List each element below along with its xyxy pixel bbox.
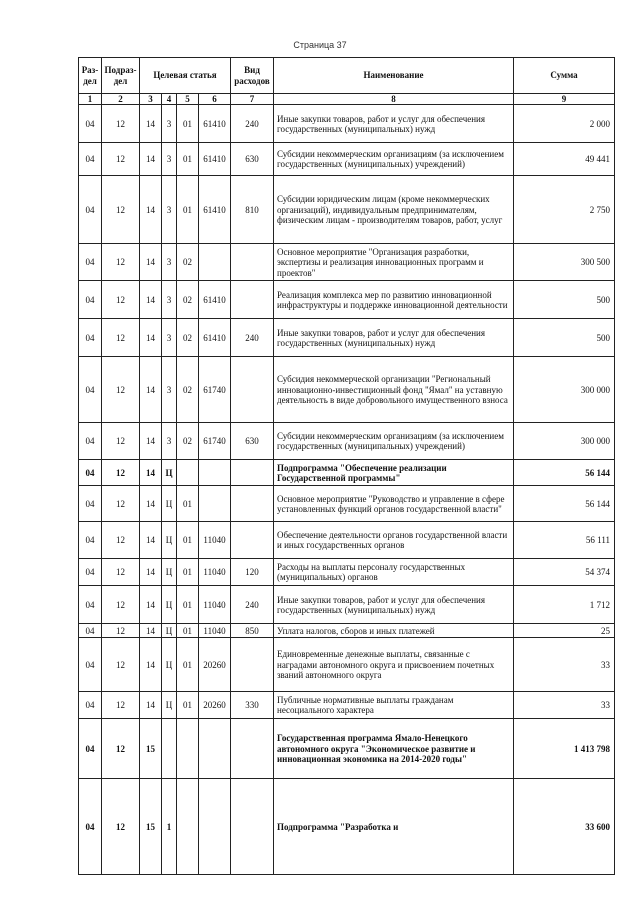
column-number: 1 [79, 94, 102, 105]
cell-podrazdel: 12 [102, 105, 140, 143]
cell-cs1: 14 [140, 460, 162, 486]
table-row [79, 638, 615, 692]
cell-cs4: 61410 [199, 176, 231, 244]
cell-cs2: Ц [162, 624, 177, 638]
cell-summa: 33 600 [514, 779, 615, 875]
cell-cs2: 3 [162, 281, 177, 319]
cell-razdel: 04 [79, 522, 102, 559]
cell-cs4: 61410 [199, 281, 231, 319]
table-row [79, 176, 615, 244]
cell-summa: 54 374 [514, 559, 615, 586]
table-row [79, 244, 615, 281]
cell-cs4: 61410 [199, 319, 231, 357]
cell-vid [231, 357, 274, 423]
cell-cs2: Ц [162, 460, 177, 486]
cell-summa: 25 [514, 624, 615, 638]
cell-cs3: 01 [177, 586, 199, 624]
cell-cs4: 11040 [199, 559, 231, 586]
cell-vid [231, 719, 274, 779]
cell-cs2: Ц [162, 586, 177, 624]
cell-vid [231, 779, 274, 875]
cell-cs4: 11040 [199, 586, 231, 624]
header-summa: Сумма [514, 58, 615, 94]
cell-cs1: 14 [140, 638, 162, 692]
cell-summa: 300 500 [514, 244, 615, 281]
cell-podrazdel: 12 [102, 522, 140, 559]
cell-cs3: 01 [177, 486, 199, 522]
cell-cs1: 14 [140, 357, 162, 423]
cell-cs1: 14 [140, 244, 162, 281]
cell-naimenovanie: Субсидия некоммерческой организации "Региональный инновационно-инвестиционный фонд "Ямал" на уставную деятельность в виде добровольного имущественного взноса [274, 357, 514, 423]
page-number: Страница 37 [293, 40, 347, 50]
cell-cs3: 01 [177, 624, 199, 638]
table-row [79, 779, 615, 875]
header-razdel: Раз-дел [79, 58, 102, 94]
column-number: 6 [199, 94, 231, 105]
cell-naimenovanie: Основное мероприятие "Организация разработки, экспертизы и реализация инновационных программ и проектов" [274, 244, 514, 281]
column-number: 4 [162, 94, 177, 105]
cell-podrazdel: 12 [102, 719, 140, 779]
cell-cs1: 14 [140, 624, 162, 638]
cell-cs3: 01 [177, 143, 199, 176]
header-naimenovanie: Наименование [274, 58, 514, 94]
cell-cs4 [199, 486, 231, 522]
table-row [79, 143, 615, 176]
cell-cs2: 3 [162, 423, 177, 460]
cell-razdel: 04 [79, 244, 102, 281]
cell-razdel: 04 [79, 779, 102, 875]
cell-razdel: 04 [79, 692, 102, 719]
table-body [79, 105, 615, 875]
cell-naimenovanie: Единовременные денежные выплаты, связанные с наградами автономного округа и присвоением почетных званий автономного округа [274, 638, 514, 692]
cell-cs2: Ц [162, 692, 177, 719]
cell-razdel: 04 [79, 486, 102, 522]
cell-cs1: 14 [140, 105, 162, 143]
table-row [79, 357, 615, 423]
cell-razdel: 04 [79, 357, 102, 423]
table-row [79, 624, 615, 638]
cell-naimenovanie: Субсидии юридическим лицам (кроме некоммерческих организаций), индивидуальным предпринимателям, физическим лицам - производителям товаров, работ, услуг [274, 176, 514, 244]
cell-naimenovanie: Публичные нормативные выплаты гражданам несоциального характера [274, 692, 514, 719]
cell-cs4: 61740 [199, 423, 231, 460]
cell-cs4 [199, 460, 231, 486]
cell-podrazdel: 12 [102, 357, 140, 423]
cell-cs2: 1 [162, 779, 177, 875]
cell-razdel: 04 [79, 143, 102, 176]
cell-cs3: 02 [177, 357, 199, 423]
cell-razdel: 04 [79, 423, 102, 460]
cell-cs3: 01 [177, 522, 199, 559]
cell-naimenovanie: Основное мероприятие "Руководство и управление в сфере установленных функций органов государственной власти" [274, 486, 514, 522]
column-number-row [79, 94, 615, 105]
cell-cs3 [177, 719, 199, 779]
cell-cs3 [177, 460, 199, 486]
cell-cs4: 61410 [199, 105, 231, 143]
cell-naimenovanie: Уплата налогов, сборов и иных платежей [274, 624, 514, 638]
cell-podrazdel: 12 [102, 586, 140, 624]
cell-summa: 500 [514, 319, 615, 357]
cell-podrazdel: 12 [102, 486, 140, 522]
table-row [79, 719, 615, 779]
cell-cs3 [177, 779, 199, 875]
column-number: 5 [177, 94, 199, 105]
cell-cs3: 02 [177, 244, 199, 281]
cell-summa: 33 [514, 638, 615, 692]
cell-podrazdel: 12 [102, 244, 140, 281]
cell-cs1: 14 [140, 319, 162, 357]
column-number: 3 [140, 94, 162, 105]
cell-summa: 1 413 798 [514, 719, 615, 779]
cell-naimenovanie: Обеспечение деятельности органов государственной власти и иных государственных органов [274, 522, 514, 559]
cell-cs2 [162, 719, 177, 779]
table-row [79, 586, 615, 624]
cell-cs4: 11040 [199, 624, 231, 638]
cell-summa: 33 [514, 692, 615, 719]
cell-cs2: 3 [162, 105, 177, 143]
cell-vid: 630 [231, 423, 274, 460]
cell-cs3: 01 [177, 692, 199, 719]
cell-naimenovanie: Реализация комплекса мер по развитию инновационной инфраструктуры и поддержке инновационной деятельности [274, 281, 514, 319]
cell-cs3: 01 [177, 638, 199, 692]
cell-summa: 500 [514, 281, 615, 319]
cell-vid [231, 486, 274, 522]
cell-summa: 56 144 [514, 486, 615, 522]
cell-cs2: Ц [162, 559, 177, 586]
cell-cs4: 61740 [199, 357, 231, 423]
cell-summa: 49 441 [514, 143, 615, 176]
cell-summa: 300 000 [514, 423, 615, 460]
cell-razdel: 04 [79, 638, 102, 692]
cell-vid: 330 [231, 692, 274, 719]
cell-cs3: 01 [177, 176, 199, 244]
cell-razdel: 04 [79, 559, 102, 586]
cell-vid [231, 281, 274, 319]
cell-cs2: 3 [162, 244, 177, 281]
cell-cs2: Ц [162, 522, 177, 559]
column-number: 8 [274, 94, 514, 105]
table-row [79, 559, 615, 586]
table-row [79, 692, 615, 719]
cell-cs4: 20260 [199, 692, 231, 719]
cell-cs1: 14 [140, 692, 162, 719]
table-row [79, 522, 615, 559]
cell-naimenovanie: Иные закупки товаров, работ и услуг для обеспечения государственных (муниципальных) нужд [274, 105, 514, 143]
cell-podrazdel: 12 [102, 281, 140, 319]
cell-cs1: 14 [140, 423, 162, 460]
cell-cs1: 14 [140, 176, 162, 244]
cell-podrazdel: 12 [102, 692, 140, 719]
cell-podrazdel: 12 [102, 624, 140, 638]
cell-cs3: 01 [177, 559, 199, 586]
cell-cs2: Ц [162, 638, 177, 692]
cell-cs1: 14 [140, 486, 162, 522]
cell-naimenovanie: Иные закупки товаров, работ и услуг для обеспечения государственных (муниципальных) нужд [274, 586, 514, 624]
header-celevaya-statya: Целевая статья [140, 58, 231, 94]
cell-razdel: 04 [79, 460, 102, 486]
cell-razdel: 04 [79, 281, 102, 319]
cell-naimenovanie: Субсидии некоммерческим организациям (за исключением государственных (муниципальных) учреждений) [274, 423, 514, 460]
cell-cs4: 11040 [199, 522, 231, 559]
cell-summa: 56 144 [514, 460, 615, 486]
cell-cs3: 02 [177, 281, 199, 319]
cell-cs3: 02 [177, 319, 199, 357]
table-row [79, 319, 615, 357]
cell-naimenovanie: Расходы на выплаты персоналу государственных (муниципальных) органов [274, 559, 514, 586]
cell-cs4 [199, 244, 231, 281]
cell-vid [231, 522, 274, 559]
cell-cs1: 15 [140, 779, 162, 875]
cell-razdel: 04 [79, 719, 102, 779]
cell-vid: 120 [231, 559, 274, 586]
cell-razdel: 04 [79, 586, 102, 624]
cell-podrazdel: 12 [102, 638, 140, 692]
cell-vid: 810 [231, 176, 274, 244]
cell-vid [231, 244, 274, 281]
cell-summa: 2 750 [514, 176, 615, 244]
cell-cs2: Ц [162, 486, 177, 522]
cell-cs2: 3 [162, 143, 177, 176]
cell-vid: 850 [231, 624, 274, 638]
cell-naimenovanie: Иные закупки товаров, работ и услуг для обеспечения государственных (муниципальных) нужд [274, 319, 514, 357]
cell-cs4: 61410 [199, 143, 231, 176]
cell-razdel: 04 [79, 176, 102, 244]
cell-cs1: 15 [140, 719, 162, 779]
table-row [79, 281, 615, 319]
cell-cs4 [199, 779, 231, 875]
cell-podrazdel: 12 [102, 319, 140, 357]
cell-cs2: 3 [162, 319, 177, 357]
cell-podrazdel: 12 [102, 779, 140, 875]
table-row [79, 460, 615, 486]
cell-cs1: 14 [140, 559, 162, 586]
budget-table [78, 57, 615, 875]
cell-razdel: 04 [79, 105, 102, 143]
cell-naimenovanie: Субсидии некоммерческим организациям (за исключением государственных (муниципальных) учреждений) [274, 143, 514, 176]
cell-podrazdel: 12 [102, 559, 140, 586]
cell-cs1: 14 [140, 143, 162, 176]
cell-cs1: 14 [140, 586, 162, 624]
table-row [79, 423, 615, 460]
column-number: 9 [514, 94, 615, 105]
cell-cs1: 14 [140, 281, 162, 319]
cell-vid: 240 [231, 586, 274, 624]
cell-podrazdel: 12 [102, 460, 140, 486]
cell-podrazdel: 12 [102, 143, 140, 176]
header-podrazdel: Подраз-дел [102, 58, 140, 94]
cell-vid [231, 638, 274, 692]
cell-cs4: 20260 [199, 638, 231, 692]
cell-vid [231, 460, 274, 486]
cell-podrazdel: 12 [102, 423, 140, 460]
cell-vid: 240 [231, 105, 274, 143]
cell-summa: 56 111 [514, 522, 615, 559]
column-number: 2 [102, 94, 140, 105]
cell-summa: 1 712 [514, 586, 615, 624]
cell-cs1: 14 [140, 522, 162, 559]
cell-vid: 240 [231, 319, 274, 357]
column-number: 7 [231, 94, 274, 105]
cell-naimenovanie: Государственная программа Ямало-Ненецкого автономного округа "Экономическое развитие и инновационная экономика на 2014-2020 годы" [274, 719, 514, 779]
cell-naimenovanie: Подпрограмма "Обеспечение реализации Государственной программы" [274, 460, 514, 486]
cell-vid: 630 [231, 143, 274, 176]
header-vid-rashodov: Вид расходов [231, 58, 274, 94]
cell-cs3: 02 [177, 423, 199, 460]
cell-cs3: 01 [177, 105, 199, 143]
cell-razdel: 04 [79, 624, 102, 638]
cell-summa: 2 000 [514, 105, 615, 143]
cell-summa: 300 000 [514, 357, 615, 423]
cell-cs2: 3 [162, 357, 177, 423]
cell-cs2: 3 [162, 176, 177, 244]
table-row [79, 486, 615, 522]
cell-cs4 [199, 719, 231, 779]
cell-podrazdel: 12 [102, 176, 140, 244]
cell-razdel: 04 [79, 319, 102, 357]
cell-naimenovanie: Подпрограмма "Разработка и [274, 779, 514, 875]
table-row [79, 105, 615, 143]
